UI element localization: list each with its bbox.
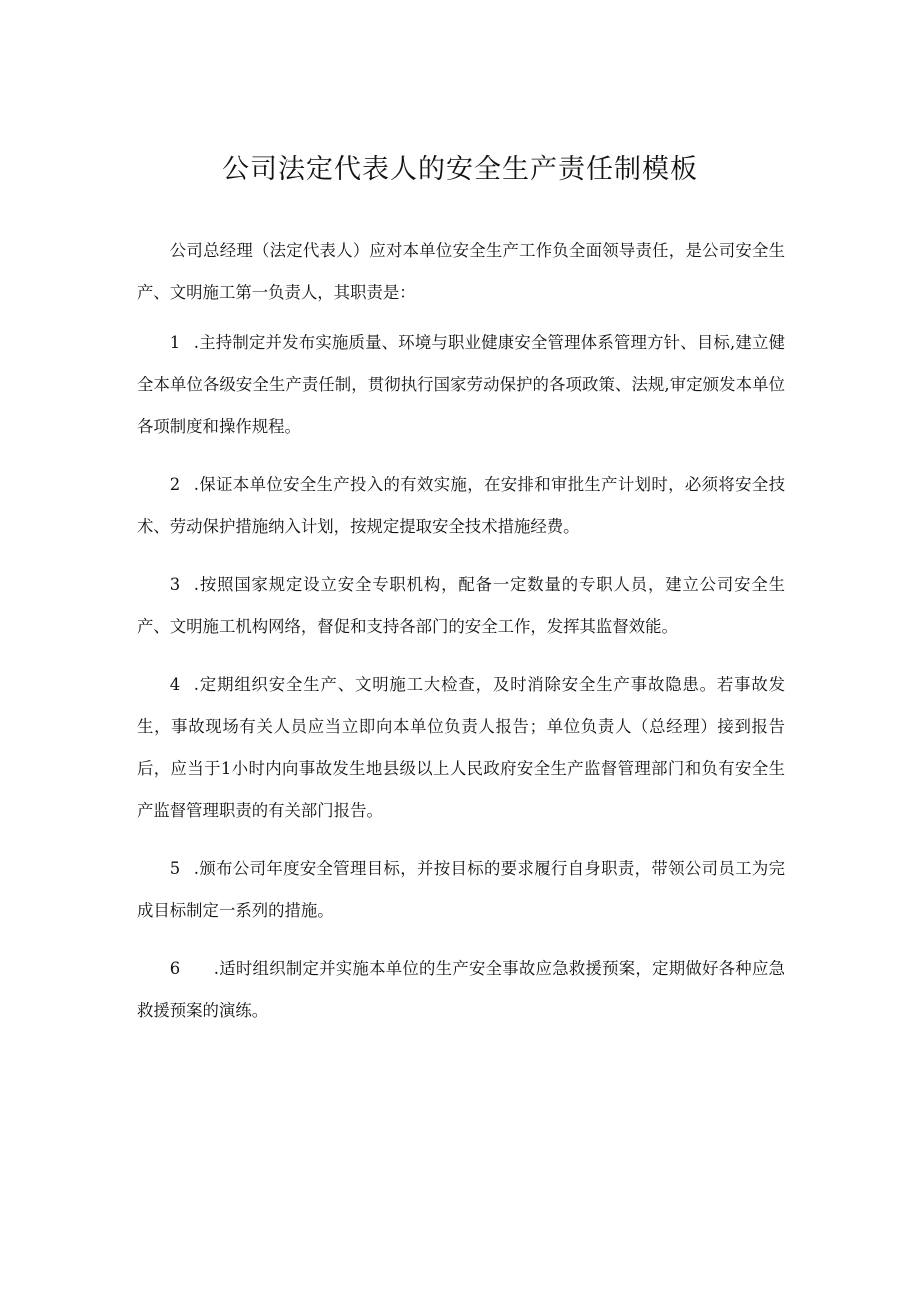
intro-paragraph: 公司总经理（法定代表人）应对本单位安全生产工作负全面领导责任，是公司安全生产、文明施工第一负责人，其职责是： [137,241,785,302]
item-text: .主持制定并发布实施质量、环境与职业健康安全管理体系管理方针、目标,建立健全本单位各级安全生产责任制，贯彻执行国家劳动保护的各项政策、法规,审定颁发本单位各项制度和操作规程。 [137,333,785,436]
item-text: .定期组织安全生产、文明施工大检查，及时消除安全生产事故隐患。若事故发生，事故现场有关人员应当立即向本单位负责人报告；单位负责人（总经理）接到报告后，应当于1小时内向事故发生地县级以上人民政府安全生产监督管理部门和负有安全生产监督管理职责的有关部门报告。 [137,675,785,820]
item-number: 4 [169,675,181,694]
list-item [137,664,785,832]
item-text: .保证本单位安全生产投入的有效实施，在安排和审批生产计划时，必须将安全技术、劳动保护措施纳入计划，按规定提取安全技术措施经费。 [137,475,785,536]
item-number: 2 [169,475,181,494]
item-number: 5 [169,859,181,878]
item-text: .颁布公司年度安全管理目标，并按目标的要求履行自身职责，带领公司员工为完成目标制定一系列的措施。 [137,859,785,920]
item-text: .适时组织制定并实施本单位的生产安全事故应急救援预案，定期做好各种应急救援预案的演练。 [137,959,785,1020]
document-title: 公司法定代表人的安全生产责任制模板 [222,154,698,185]
item-number: 1 [169,333,181,352]
list-item [137,564,785,648]
list-item [137,948,785,1032]
item-text: .按照国家规定设立安全专职机构，配备一定数量的专职人员，建立公司安全生产、文明施工机构网络，督促和支持各部门的安全工作，发挥其监督效能。 [137,575,785,636]
item-number: 6 [169,959,181,978]
item-number: 3 [169,575,181,594]
list-item [137,464,785,548]
list-item [137,322,785,448]
document-body [137,230,785,1048]
list-item [137,848,785,932]
